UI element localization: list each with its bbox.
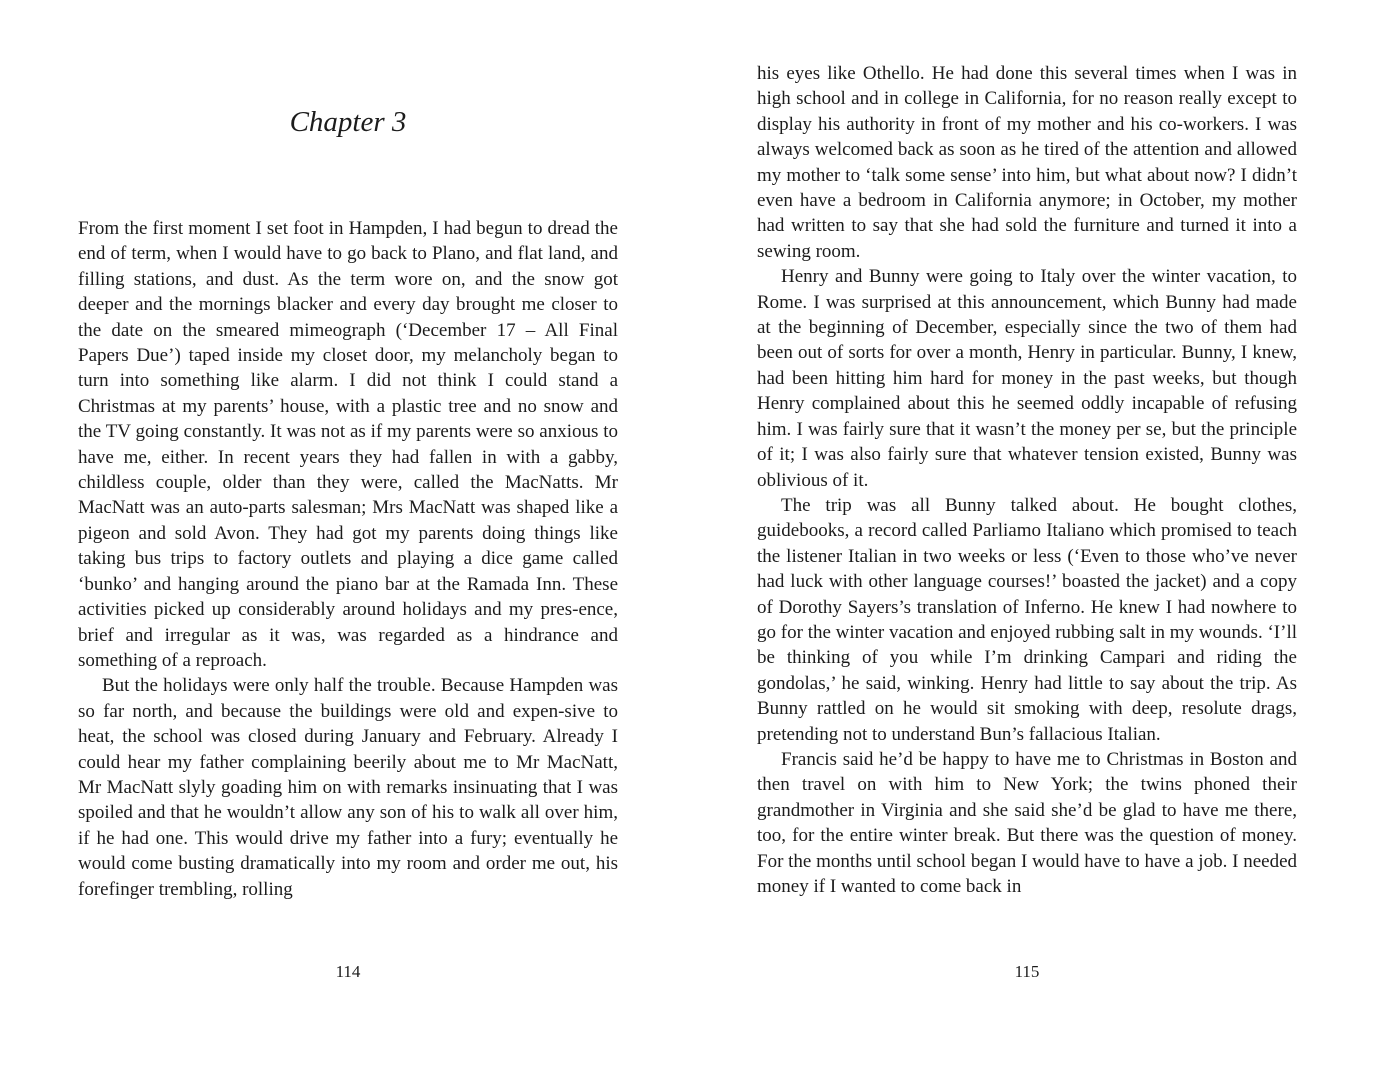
left-page-text xyxy=(78,216,618,902)
page-number: 115 xyxy=(1014,962,1040,981)
paragraph: But the holidays were only half the trouble. Because Hampden was so far north, and because the buildings were old and expen-sive to heat, the school was closed during January and February. Already I could hear my father complaining beerily about me to Mr MacNatt, Mr MacNatt slyly goading him on with remarks insinuating that I was spoiled and that he wouldn’t allow any son of his to walk all over him, if he had one. This would drive my father into a fury; eventually he would come busting dramatically into my room and order me out, his forefinger trembling, rolling xyxy=(78,675,618,900)
paragraph: From the first moment I set foot in Hampden, I had begun to dread the end of term, when I would have to go back to Plano, and flat land, and filling stations, and dust. As the term wore on, and the snow got deeper and the mornings blacker and every day brought me closer to the date on the smeared mimeograph (‘December 17 – All Final Papers Due’) taped inside my closet door, my melancholy began to turn into something like alarm. I did not think I could stand a Christmas at my parents’ house, with a plastic tree and no snow and the TV going constantly. It was not as if my parents were so anxious to have me, either. In recent years they had fallen in with a gabby, childless couple, older than they were, called the MacNatts. Mr MacNatt was an auto-parts salesman; Mrs MacNatt was shaped like a pigeon and sold Avon. They had got my parents doing things like taking bus trips to factory outlets and playing a dice game called ‘bunko’ and hanging around the piano bar at the Ramada Inn. These activities picked up considerably around holidays and my pres-ence, brief and irregular as it was, was regarded as a hindrance and something of a reproach. xyxy=(78,218,618,671)
right-page xyxy=(757,0,1297,1080)
right-page-text xyxy=(757,61,1297,899)
paragraph: The trip was all Bunny talked about. He bought clothes, guidebooks, a record called Parliamo Italiano which promised to teach the listener Italian in two weeks or less (‘Even to those who’ve never had luck with other language courses!’ boasted the jacket) and a copy of Dorothy Sayers’s translation of Inferno. He knew I had nowhere to go for the winter vacation and enjoyed rubbing salt in my wounds. ‘I’ll be thinking of you while I’m drinking Campari and riding the gondolas,’ he said, winking. Henry had little to say about the trip. As Bunny rattled on he would sit smoking with deep, resolute drags, pretending not to understand Bun’s fallacious Italian. xyxy=(757,494,1297,745)
chapter-title: Chapter 3 xyxy=(289,106,407,138)
paragraph: Henry and Bunny were going to Italy over the winter vacation, to Rome. I was surprised at this announcement, which Bunny had made at the beginning of December, especially since the two of them had been out of sorts for over a month, Henry in particular. Bunny, I knew, had been hitting him hard for money in the past weeks, but though Henry complained about this he seemed oddly incapable of refusing him. I was fairly sure that it wasn’t the money per se, but the principle of it; I was also fairly sure that whatever tension existed, Bunny was oblivious of it. xyxy=(757,266,1297,491)
paragraph: Francis said he’d be happy to have me to Christmas in Boston and then travel on with him to New York; the twins phoned their grandmother in Virginia and she said she’d be glad to have me there, too, for the entire winter break. But there was the question of money. For the months until school began I would have to have a job. I needed money if I wanted to come back in xyxy=(757,748,1297,897)
page-number: 114 xyxy=(335,962,361,981)
paragraph: his eyes like Othello. He had done this several times when I was in high school and in college in California, for no reason really except to display his authority in front of my mother and his co-workers. I was always welcomed back as soon as he tired of the attention and allowed my mother to ‘talk some sense’ into him, but what about now? I didn’t even have a bedroom in California anymore; in October, my mother had written to say that she had sold the furniture and turned it into a sewing room. xyxy=(757,63,1297,262)
left-page xyxy=(78,0,618,1080)
